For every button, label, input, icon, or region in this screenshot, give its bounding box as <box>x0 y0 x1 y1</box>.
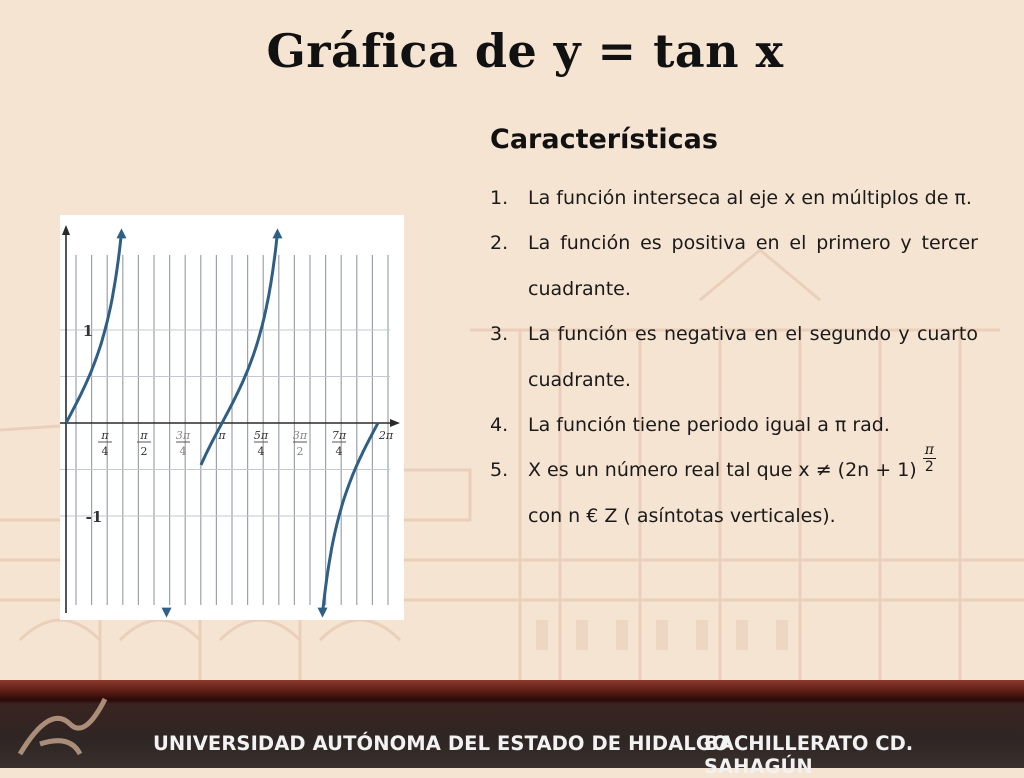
curve-arrow <box>272 228 282 238</box>
x-tick-numerator: 3π <box>292 429 308 442</box>
characteristic-item <box>490 175 978 221</box>
item-text: La función es positiva en el primero y tercer cuadrante. <box>528 232 978 300</box>
characteristics-section <box>490 124 978 538</box>
characteristic-item <box>490 442 978 539</box>
graph-axes <box>60 225 400 613</box>
curve-arrow <box>162 608 172 618</box>
x-tick-numerator: 7π <box>331 429 347 442</box>
school-name: BACHILLERATO CD. SAHAGÚN <box>704 732 914 778</box>
x-tick-numerator: 3π <box>175 429 191 442</box>
graph-labels <box>83 322 394 526</box>
signature-flourish <box>10 684 160 764</box>
fraction-denominator: 2 <box>924 459 934 475</box>
characteristic-item <box>490 402 978 448</box>
slide-title: Gráfica de y = tan x <box>266 24 784 78</box>
x-tick-numerator: π <box>140 429 148 442</box>
item-number: 2. <box>490 232 509 254</box>
curve-arrow <box>318 608 328 618</box>
characteristics-list <box>490 175 978 539</box>
x-tick-denominator: 2 <box>140 445 148 458</box>
x-tick-denominator: 4 <box>335 445 343 458</box>
tangent-branch-1 <box>66 232 122 423</box>
curve-arrow <box>116 228 126 238</box>
characteristics-heading: Características <box>490 124 718 155</box>
x-tick-numerator: π <box>101 429 109 442</box>
footer-banner <box>0 680 1024 778</box>
fraction-numerator: π <box>924 442 934 458</box>
item-number: 3. <box>490 323 509 345</box>
characteristic-item <box>490 220 978 312</box>
item-text-continuation: con n € Z ( asíntotas verticales). <box>528 505 836 527</box>
tangent-graph-svg <box>60 215 404 620</box>
item-text: X es un número real tal que x ≠ (2n + 1) <box>528 459 917 481</box>
y-label-1: 1 <box>82 322 94 340</box>
item-text: La función tiene periodo igual a π rad. <box>528 414 890 436</box>
x-tick-denominator: 2 <box>296 445 304 458</box>
tangent-graph <box>60 215 404 620</box>
item-number: 4. <box>490 414 509 436</box>
y-label-minus-1: -1 <box>85 508 103 526</box>
tangent-branch-3 <box>323 423 379 614</box>
item-text: La función es negativa en el segundo y cuarto cuadrante. <box>528 323 978 391</box>
item-number: 1. <box>490 187 509 209</box>
x-tick-numerator: π <box>218 429 226 442</box>
item-text: La función interseca al eje x en múltiplos de π. <box>528 187 972 209</box>
x-tick-denominator: 4 <box>257 445 265 458</box>
x-tick-denominator: 4 <box>179 445 187 458</box>
characteristic-item <box>490 311 978 403</box>
x-tick-numerator: 2π <box>378 429 394 442</box>
pi-over-two-fraction <box>923 442 936 475</box>
x-tick-numerator: 5π <box>253 429 269 442</box>
x-tick-denominator: 4 <box>101 445 109 458</box>
y-axis-arrow <box>62 225 70 235</box>
university-name: UNIVERSIDAD AUTÓNOMA DEL ESTADO DE HIDALGO <box>153 732 729 755</box>
x-axis-arrow <box>390 419 400 427</box>
item-number: 5. <box>490 459 509 481</box>
